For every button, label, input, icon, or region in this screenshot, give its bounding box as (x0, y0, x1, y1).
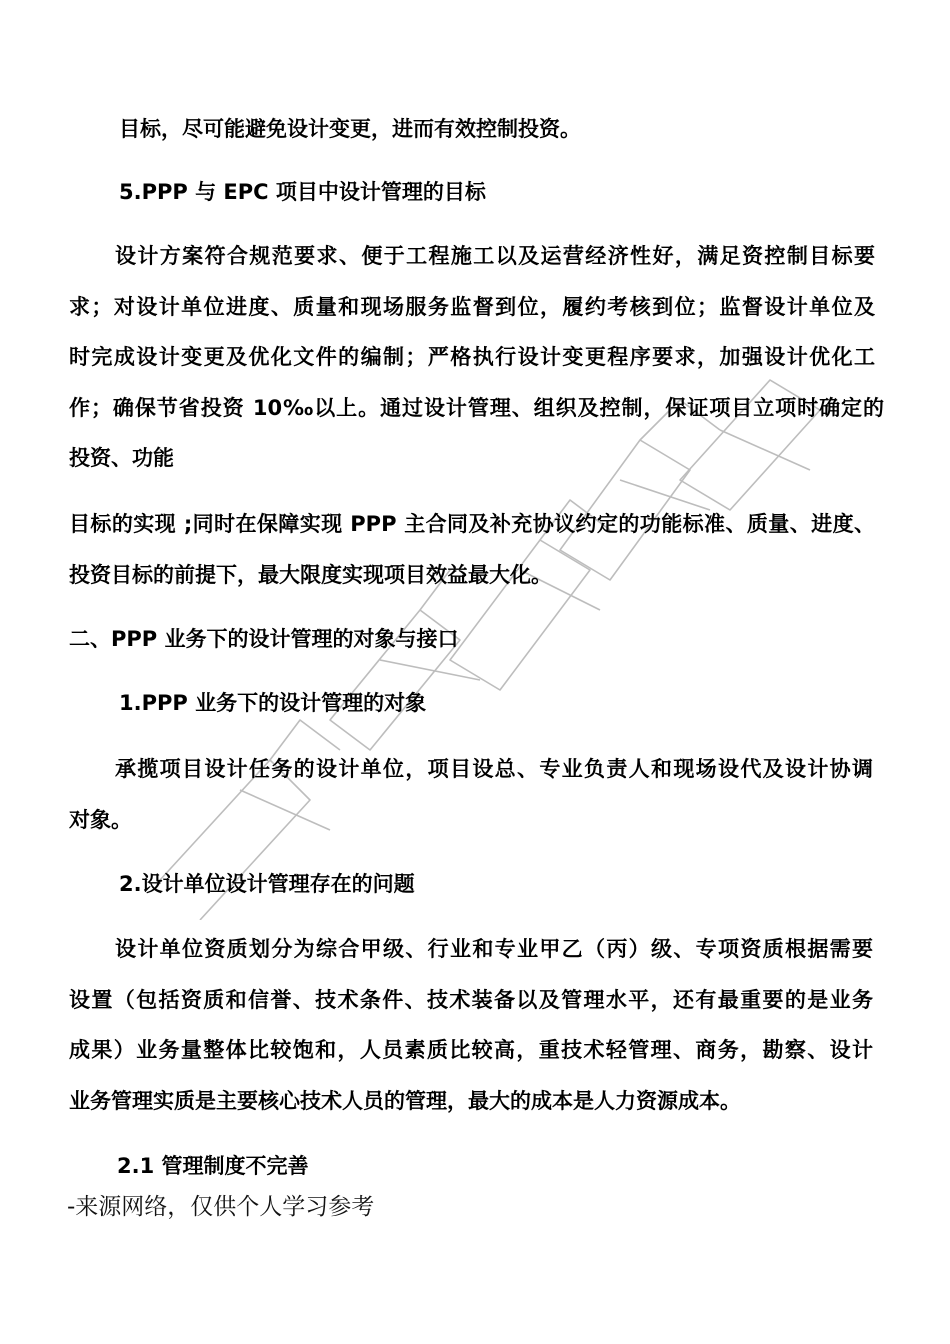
paragraph-line: 目标的实现 ;同时在保障实现 PPP 主合同及补充协议约定的功能标准、质量、进度、 (69, 512, 875, 536)
section-heading: 5.PPP 与 EPC 项目中设计管理的目标 (119, 180, 486, 204)
section-heading: 二、PPP 业务下的设计管理的对象与接口 (69, 627, 459, 651)
paragraph-line: 投资、功能 (69, 446, 174, 470)
paragraph-line: 时完成设计变更及优化文件的编制；严格执行设计变更程序要求，加强设计优化工 (69, 345, 875, 369)
paragraph-line: 求；对设计单位进度、质量和现场服务监督到位，履约考核到位；监督设计单位及 (69, 295, 875, 319)
paragraph-line: 目标，尽可能避免设计变更，进而有效控制投资。 (119, 117, 581, 141)
paragraph-line: 对象。 (69, 808, 132, 832)
paragraph-line: 承揽项目设计任务的设计单位，项目设总、专业负责人和现场设代及设计协调 (115, 757, 873, 781)
subsection-heading: 1.PPP 业务下的设计管理的对象 (119, 691, 427, 715)
paragraph-line: 设置（包括资质和信誉、技术条件、技术装备以及管理水平，还有最重要的是业务 (69, 988, 873, 1012)
paragraph-line: 业务管理实质是主要核心技术人员的管理，最大的成本是人力资源成本。 (69, 1089, 741, 1113)
paragraph-line: 作；确保节省投资 10‰以上。通过设计管理、组织及控制，保证项目立项时确定的 (69, 396, 884, 420)
subsection-heading: 2.1 管理制度不完善 (117, 1154, 309, 1178)
paragraph-line: 设计单位资质划分为综合甲级、行业和专业甲乙（丙）级、专项资质根据需要 (115, 937, 873, 961)
paragraph-line: 成果）业务量整体比较饱和，人员素质比较高，重技术轻管理、商务，勘察、设计 (69, 1038, 873, 1062)
subsection-heading: 2.设计单位设计管理存在的问题 (119, 872, 415, 896)
source-footer: -来源网络，仅供个人学习参考 (67, 1194, 375, 1220)
paragraph-line: 投资目标的前提下，最大限度实现项目效益最大化。 (69, 563, 552, 587)
paragraph-line: 设计方案符合规范要求、便于工程施工以及运营经济性好，满足资控制目标要 (115, 244, 875, 268)
